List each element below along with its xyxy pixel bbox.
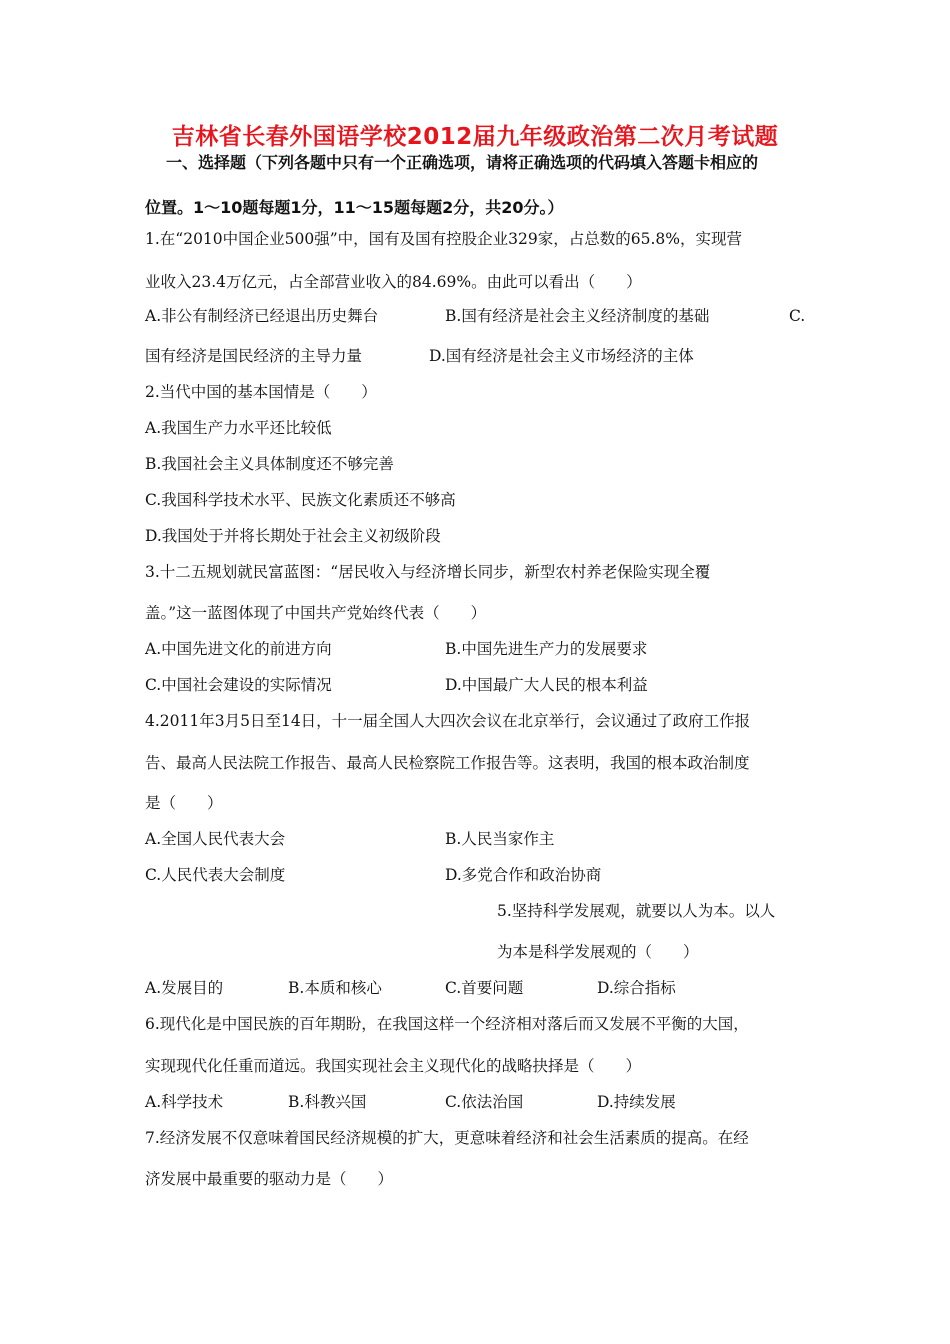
q5-option-c: C.首要问题 [445,979,524,997]
q2-option-c: C.我国科学技术水平、民族文化素质还不够高 [145,491,456,509]
q5-stem-line2: 为本是科学发展观的（ ） [497,943,699,961]
q6-stem-line1: 6.现代化是中国民族的百年期盼，在我国这样一个经济相对落后而又发展不平衡的大国， [145,1015,749,1033]
q5-option-a: A.发展目的 [145,979,224,997]
q3-stem-line1: 3.十二五规划就民富蓝图：“居民收入与经济增长同步，新型农村养老保险实现全覆 [145,563,711,581]
q3-option-a: A.中国先进文化的前进方向 [145,640,332,658]
q2-option-d: D.我国处于并将长期处于社会主义初级阶段 [145,527,441,545]
q6-option-d: D.持续发展 [597,1093,676,1111]
q1-option-b: B.国有经济是社会主义经济制度的基础 [445,307,710,325]
q4-stem-line3: 是（ ） [145,794,223,812]
q2-option-b: B.我国社会主义具体制度还不够完善 [145,455,394,473]
q1-option-c-label: C. [789,307,806,325]
q3-option-d: D.中国最广大人民的根本利益 [445,676,648,694]
q1-stem-line2: 业收入23.4万亿元，占全部营业收入的84.69%。由此可以看出（ ） [145,273,642,291]
q4-option-c: C.人民代表大会制度 [145,866,286,884]
q7-stem-line1: 7.经济发展不仅意味着国民经济规模的扩大，更意味着经济和社会生活素质的提高。在经 [145,1129,749,1147]
q3-stem-line2: 盖。”这一蓝图体现了中国共产党始终代表（ ） [145,604,487,622]
q4-stem-line2: 告、最高人民法院工作报告、最高人民检察院工作报告等。这表明，我国的根本政治制度 [145,754,750,772]
q7-stem-line2: 济发展中最重要的驱动力是（ ） [145,1170,394,1188]
q4-option-b: B.人民当家作主 [445,830,555,848]
q3-option-c: C.中国社会建设的实际情况 [145,676,332,694]
exam-title: 吉林省长春外国语学校2012届九年级政治第二次月考试题 [171,124,779,150]
q5-option-b: B.本质和核心 [288,979,382,997]
q5-stem-line1: 5.坚持科学发展观，就要以人为本。以人 [497,902,776,920]
q2-option-a: A.我国生产力水平还比较低 [145,419,332,437]
q1-stem-line1: 1.在“2010中国企业500强”中，国有及国有控股企业329家，占总数的65.8%，实现营 [145,230,742,248]
q6-option-a: A.科学技术 [145,1093,224,1111]
q1-option-c-text: 国有经济是国民经济的主导力量 [145,347,363,365]
q2-stem: 2.当代中国的基本国情是（ ） [145,383,377,401]
q4-stem-line1: 4.2011年3月5日至14日，十一届全国人大四次会议在北京举行，会议通过了政府工作报 [145,712,751,730]
q6-option-c: C.依法治国 [445,1093,524,1111]
q3-option-b: B.中国先进生产力的发展要求 [445,640,648,658]
section-instruction-line2: 位置。1～10题每题1分，11～15题每题2分，共20分。） [145,198,564,217]
q6-option-b: B.科教兴国 [288,1093,367,1111]
q4-option-a: A.全国人民代表大会 [145,830,286,848]
section-instruction-line1: 一、选择题（下列各题中只有一个正确选项，请将正确选项的代码填入答题卡相应的 [166,153,759,172]
q1-option-d: D.国有经济是社会主义市场经济的主体 [429,347,694,365]
q6-stem-line2: 实现现代化任重而道远。我国实现社会主义现代化的战略抉择是（ ） [145,1057,642,1075]
q1-option-a: A.非公有制经济已经退出历史舞台 [145,307,379,325]
q5-option-d: D.综合指标 [597,979,676,997]
q4-option-d: D.多党合作和政治协商 [445,866,602,884]
